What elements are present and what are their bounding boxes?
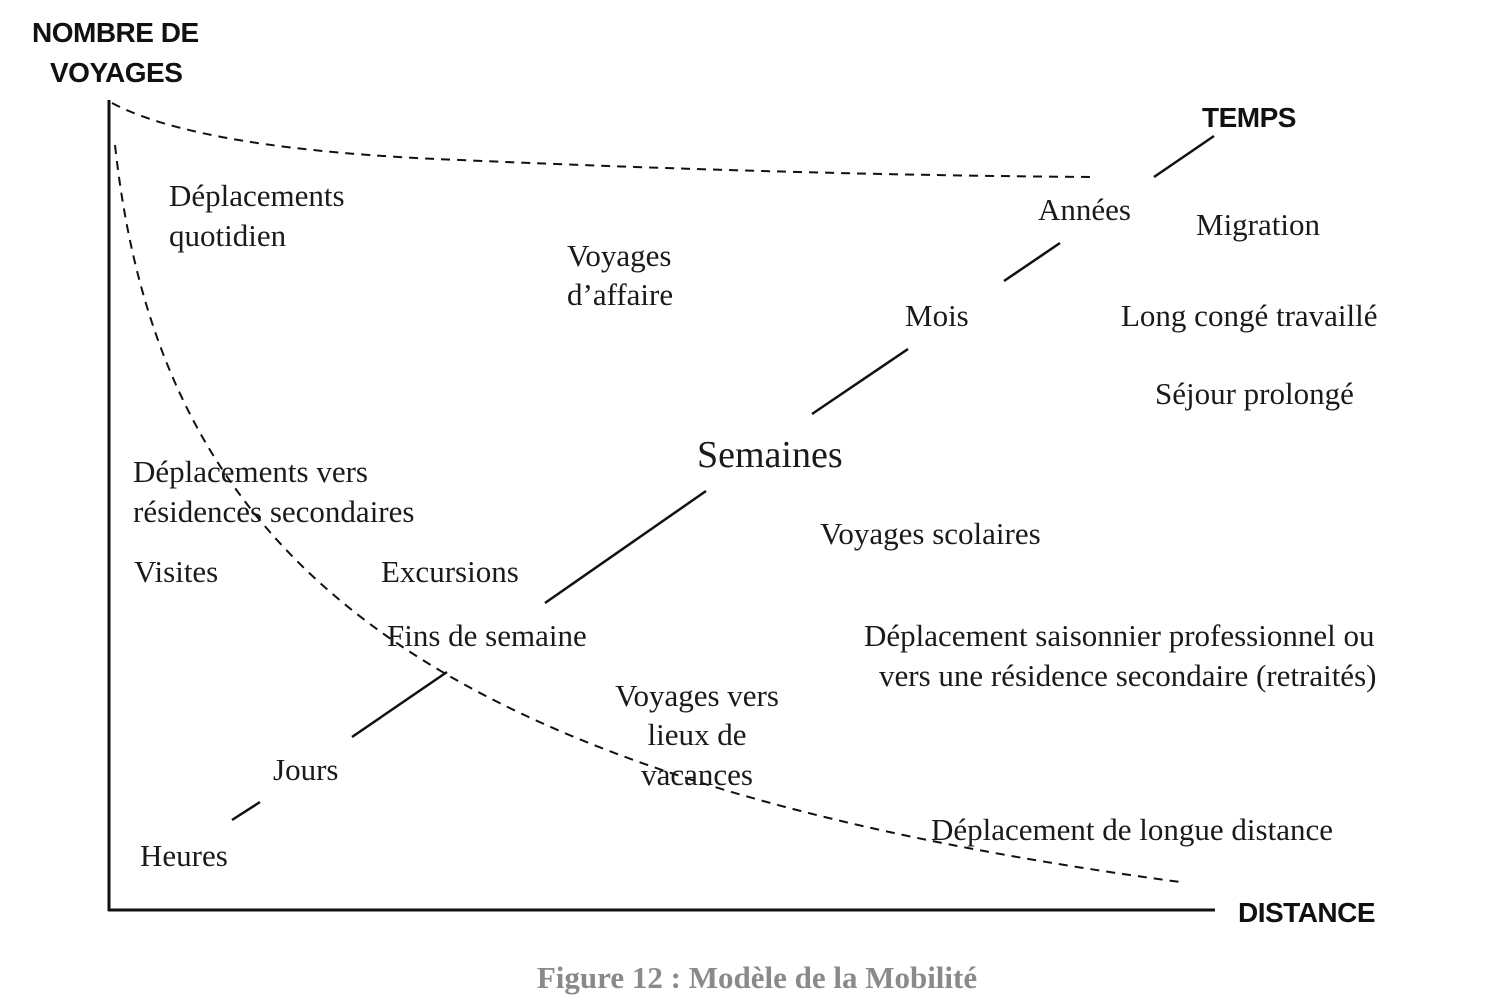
time-label-years: Années xyxy=(1038,192,1131,227)
time-axis-title: TEMPS xyxy=(1202,102,1296,133)
category-extended-stay: Séjour prolongé xyxy=(1155,376,1354,411)
time-label-hours: Heures xyxy=(140,838,228,873)
category-long-leave: Long congé travaillé xyxy=(1121,298,1378,333)
category-seasonal-line1: Déplacement saisonnier professionnel ou xyxy=(864,618,1375,653)
y-axis-title-line2: VOYAGES xyxy=(50,57,183,88)
time-label-weekends: Fins de semaine xyxy=(387,618,587,653)
y-axis-title-line1: NOMBRE DE xyxy=(32,17,199,48)
category-second-home-line1: Déplacements vers xyxy=(133,454,368,489)
upper-dashed-curve xyxy=(112,103,1095,177)
category-daily-line2: quotidien xyxy=(169,218,287,253)
category-school-trips: Voyages scolaires xyxy=(820,516,1041,551)
category-vacation-line2: lieux de xyxy=(647,717,747,752)
figure-caption: Figure 12 : Modèle de la Mobilité xyxy=(536,960,978,995)
category-seasonal-line2: vers une résidence secondaire (retraités) xyxy=(879,658,1377,693)
category-long-distance: Déplacement de longue distance xyxy=(931,812,1333,847)
category-second-home-line2: résidences secondaires xyxy=(133,494,415,529)
time-label-weeks: Semaines xyxy=(697,434,843,476)
category-daily-line1: Déplacements xyxy=(169,178,345,213)
time-label-months: Mois xyxy=(905,298,969,333)
category-visits: Visites xyxy=(134,554,219,589)
category-vacation-line1: Voyages vers xyxy=(615,678,779,713)
category-excursions: Excursions xyxy=(381,554,519,589)
category-vacation-line3: vacances xyxy=(641,757,753,792)
time-label-days: Jours xyxy=(273,752,339,787)
x-axis-title: DISTANCE xyxy=(1238,897,1376,928)
category-migration: Migration xyxy=(1196,207,1320,242)
category-business-line1: Voyages xyxy=(567,238,672,273)
category-business-line2: d’affaire xyxy=(567,277,674,312)
